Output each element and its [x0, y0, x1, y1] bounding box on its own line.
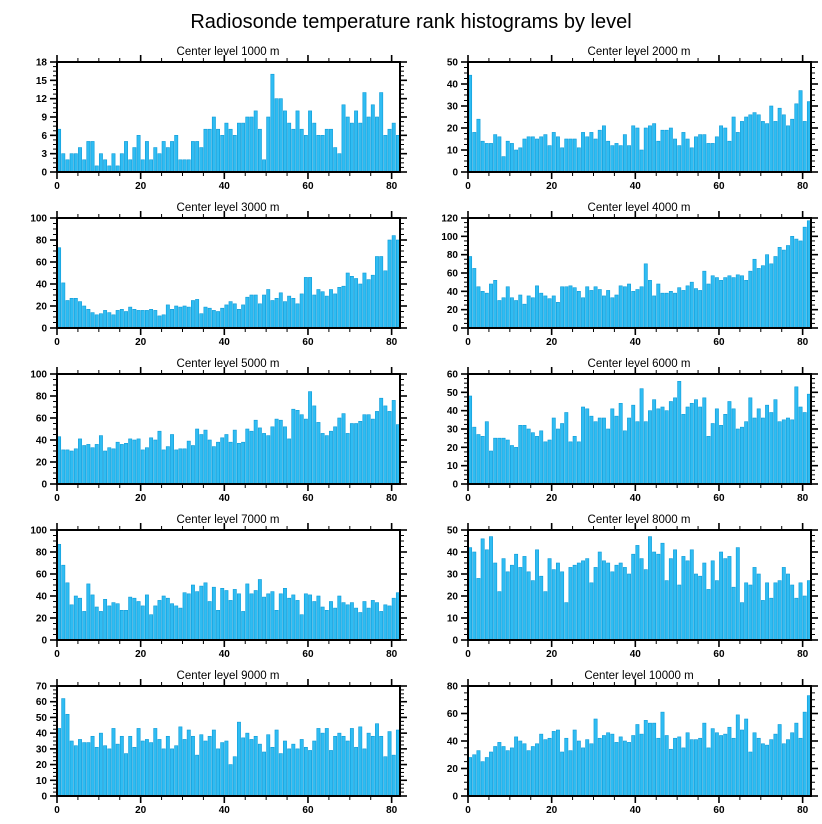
plot-group: [447, 523, 818, 660]
svg-text:10: 10: [446, 461, 458, 473]
svg-text:60: 60: [446, 709, 458, 720]
svg-text:40: 40: [35, 279, 47, 291]
svg-text:20: 20: [446, 305, 458, 317]
svg-text:20: 20: [446, 764, 458, 775]
svg-text:0: 0: [452, 323, 458, 335]
subplot-title: Center level 3000 m: [176, 202, 280, 214]
subplot-cell-10000m: [411, 668, 822, 824]
svg-text:60: 60: [35, 569, 47, 581]
svg-text:20: 20: [546, 337, 558, 348]
svg-text:100: 100: [30, 525, 47, 537]
svg-text:0: 0: [465, 493, 471, 504]
svg-text:60: 60: [713, 337, 725, 348]
svg-text:30: 30: [446, 101, 458, 113]
subplot-title: Center level 10000 m: [584, 670, 694, 682]
bars-group: [468, 696, 810, 796]
svg-text:60: 60: [35, 257, 47, 269]
subplot-cell-2000m: [411, 44, 822, 200]
svg-text:120: 120: [441, 213, 458, 225]
svg-text:6: 6: [41, 130, 47, 142]
svg-text:0: 0: [54, 649, 60, 660]
bars-group: [57, 74, 399, 172]
svg-text:20: 20: [446, 123, 458, 135]
bars-group: [57, 699, 399, 796]
plot-group: [447, 55, 818, 192]
svg-text:80: 80: [797, 805, 809, 816]
histogram-2000m: [411, 44, 822, 200]
svg-text:30: 30: [446, 424, 458, 436]
svg-text:80: 80: [386, 805, 398, 816]
histogram-4000m: [411, 200, 822, 356]
histogram-5000m: [0, 356, 411, 512]
charts-grid: [0, 44, 822, 824]
bars-group: [468, 75, 810, 172]
svg-text:50: 50: [446, 57, 458, 69]
svg-text:60: 60: [302, 805, 314, 816]
svg-text:20: 20: [35, 301, 47, 313]
svg-text:80: 80: [797, 649, 809, 660]
svg-text:0: 0: [465, 805, 471, 816]
svg-text:80: 80: [386, 649, 398, 660]
subplot-title: Center level 4000 m: [587, 202, 691, 214]
bars-group: [468, 381, 810, 484]
svg-text:0: 0: [41, 635, 47, 647]
svg-text:20: 20: [546, 493, 558, 504]
svg-text:60: 60: [446, 268, 458, 280]
svg-text:20: 20: [35, 457, 47, 469]
svg-text:15: 15: [35, 75, 47, 87]
subplot-title: Center level 6000 m: [587, 358, 691, 370]
svg-text:40: 40: [629, 181, 641, 192]
svg-text:20: 20: [546, 649, 558, 660]
svg-text:40: 40: [446, 406, 458, 418]
svg-text:0: 0: [465, 649, 471, 660]
svg-text:3: 3: [41, 149, 47, 161]
svg-text:40: 40: [218, 493, 230, 504]
histogram-6000m: [411, 356, 822, 512]
svg-text:60: 60: [35, 697, 47, 709]
svg-text:60: 60: [446, 369, 458, 381]
subplot-cell-9000m: [0, 668, 411, 824]
subplot-cell-3000m: [0, 200, 411, 356]
plot-group: [447, 679, 818, 816]
svg-text:12: 12: [35, 94, 47, 106]
svg-text:70: 70: [35, 681, 47, 693]
svg-text:0: 0: [41, 323, 47, 335]
subplot-cell-1000m: [0, 44, 411, 200]
subplot-title: Center level 8000 m: [587, 514, 691, 526]
svg-text:80: 80: [446, 681, 458, 693]
svg-text:100: 100: [30, 213, 47, 225]
svg-text:80: 80: [446, 250, 458, 262]
svg-text:80: 80: [386, 493, 398, 504]
svg-text:0: 0: [41, 167, 47, 179]
svg-text:80: 80: [797, 337, 809, 348]
svg-text:20: 20: [135, 649, 147, 660]
subplot-title: Center level 5000 m: [176, 358, 280, 370]
histogram-10000m: [411, 668, 822, 824]
subplot-cell-6000m: [411, 356, 822, 512]
svg-text:40: 40: [629, 493, 641, 504]
bars-group: [468, 537, 810, 640]
plot-group: [36, 679, 407, 816]
subplot-cell-4000m: [411, 200, 822, 356]
svg-text:80: 80: [797, 181, 809, 192]
svg-text:0: 0: [54, 337, 60, 348]
plot-group: [30, 523, 407, 660]
subplot-title: Center level 1000 m: [176, 46, 280, 58]
svg-text:40: 40: [629, 337, 641, 348]
histogram-1000m: [0, 44, 411, 200]
plot-group: [441, 211, 818, 348]
subplot-title: Center level 9000 m: [176, 670, 280, 682]
svg-text:80: 80: [797, 493, 809, 504]
svg-text:20: 20: [135, 337, 147, 348]
plot-group: [36, 55, 407, 192]
svg-text:40: 40: [218, 181, 230, 192]
subplot-cell-8000m: [411, 512, 822, 668]
svg-text:40: 40: [35, 591, 47, 603]
svg-text:60: 60: [713, 805, 725, 816]
svg-text:60: 60: [302, 337, 314, 348]
svg-text:20: 20: [546, 181, 558, 192]
svg-text:20: 20: [135, 805, 147, 816]
svg-text:60: 60: [713, 649, 725, 660]
svg-text:50: 50: [446, 525, 458, 537]
svg-text:80: 80: [35, 391, 47, 403]
svg-text:40: 40: [35, 728, 47, 740]
histogram-3000m: [0, 200, 411, 356]
svg-text:50: 50: [446, 387, 458, 399]
subplot-cell-5000m: [0, 356, 411, 512]
svg-text:0: 0: [54, 181, 60, 192]
svg-text:10: 10: [35, 775, 47, 787]
svg-text:20: 20: [135, 493, 147, 504]
svg-text:40: 40: [446, 736, 458, 748]
svg-text:0: 0: [465, 337, 471, 348]
page-header: [0, 0, 822, 44]
svg-text:20: 20: [446, 442, 458, 454]
svg-text:30: 30: [446, 569, 458, 581]
svg-text:40: 40: [629, 805, 641, 816]
svg-text:80: 80: [386, 181, 398, 192]
svg-text:60: 60: [302, 181, 314, 192]
subplot-title: Center level 2000 m: [587, 46, 691, 58]
bars-group: [57, 392, 399, 484]
main-title: Radiosonde temperature rank histograms by level: [190, 10, 632, 33]
svg-text:60: 60: [302, 493, 314, 504]
svg-text:80: 80: [35, 547, 47, 559]
svg-text:100: 100: [441, 231, 458, 243]
svg-text:60: 60: [302, 649, 314, 660]
histogram-9000m: [0, 668, 411, 824]
svg-text:60: 60: [35, 413, 47, 425]
svg-text:40: 40: [629, 649, 641, 660]
svg-text:50: 50: [35, 712, 47, 724]
svg-text:0: 0: [452, 479, 458, 491]
plot-group: [30, 211, 407, 348]
plot-group: [30, 367, 407, 504]
svg-text:20: 20: [135, 181, 147, 192]
svg-text:30: 30: [35, 744, 47, 756]
svg-text:0: 0: [54, 493, 60, 504]
bars-group: [57, 236, 399, 328]
histogram-7000m: [0, 512, 411, 668]
svg-text:18: 18: [35, 57, 47, 69]
svg-text:0: 0: [452, 791, 458, 803]
subplot-title: Center level 7000 m: [176, 514, 280, 526]
svg-text:9: 9: [41, 112, 47, 124]
svg-text:20: 20: [35, 760, 47, 772]
svg-text:40: 40: [35, 435, 47, 447]
svg-text:20: 20: [35, 613, 47, 625]
svg-text:40: 40: [446, 547, 458, 559]
svg-text:20: 20: [546, 805, 558, 816]
subplot-cell-7000m: [0, 512, 411, 668]
plot-group: [447, 367, 818, 504]
svg-text:0: 0: [41, 791, 47, 803]
svg-text:40: 40: [446, 79, 458, 91]
bars-group: [468, 221, 810, 328]
svg-text:10: 10: [446, 145, 458, 157]
svg-text:0: 0: [452, 167, 458, 179]
svg-text:0: 0: [54, 805, 60, 816]
svg-text:40: 40: [218, 805, 230, 816]
svg-text:0: 0: [452, 635, 458, 647]
svg-text:0: 0: [41, 479, 47, 491]
svg-text:80: 80: [35, 235, 47, 247]
svg-text:60: 60: [713, 493, 725, 504]
histogram-8000m: [411, 512, 822, 668]
bars-group: [57, 544, 399, 640]
svg-text:100: 100: [30, 369, 47, 381]
svg-text:60: 60: [713, 181, 725, 192]
svg-text:10: 10: [446, 613, 458, 625]
svg-text:20: 20: [446, 591, 458, 603]
svg-text:80: 80: [386, 337, 398, 348]
svg-text:40: 40: [218, 337, 230, 348]
svg-text:40: 40: [218, 649, 230, 660]
svg-text:0: 0: [465, 181, 471, 192]
svg-text:40: 40: [446, 286, 458, 298]
